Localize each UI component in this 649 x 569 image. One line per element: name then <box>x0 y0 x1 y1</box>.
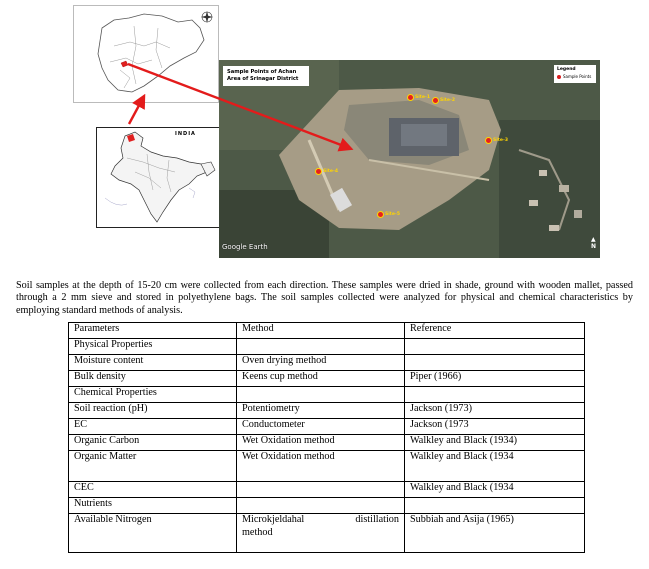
north-label: N <box>590 243 596 250</box>
table-row <box>69 419 585 435</box>
cell-method <box>237 339 405 355</box>
cell-reference: Piper (1966) <box>405 371 585 387</box>
parameters-table <box>68 322 585 553</box>
table-row <box>69 387 585 403</box>
methods-paragraph: Soil samples at the depth of 15-20 cm were collected from each direction. These samples were dried in shade, ground with wooden mallet, passed through a 2 mm sieve and stored in polyethylene bags. The soil samples collected were analyzed for physical and chemical characteristics by employing standard methods of analysis. <box>16 280 633 316</box>
study-area-figure <box>0 0 649 262</box>
method-word-3: method <box>242 526 273 538</box>
satellite-title-line1: Sample Points of Achan <box>227 69 297 75</box>
cell-parameter: Nutrients <box>69 498 237 514</box>
site-label: Site-3 <box>493 138 508 143</box>
site-label: Site-4 <box>323 169 338 174</box>
cell-parameter: Organic Matter <box>69 451 237 482</box>
cell-method: Conductometer <box>237 419 405 435</box>
table-row <box>69 482 585 498</box>
cell-parameter: CEC <box>69 482 237 498</box>
cell-reference: Jackson (1973) <box>405 403 585 419</box>
method-word-2: distillation <box>355 514 399 525</box>
cell-method: Wet Oxidation method <box>237 451 405 482</box>
legend-title: Legend <box>557 67 576 72</box>
table-row <box>69 451 585 482</box>
cell-reference <box>405 355 585 371</box>
header-parameters: Parameters <box>69 323 237 339</box>
cell-method: Keens cup method <box>237 371 405 387</box>
header-reference: Reference <box>405 323 585 339</box>
cell-parameter: EC <box>69 419 237 435</box>
table-row <box>69 498 585 514</box>
india-map-title: INDIA <box>175 131 196 137</box>
table-row <box>69 339 585 355</box>
connector-arrows <box>0 0 649 262</box>
cell-method: Potentiometry <box>237 403 405 419</box>
cell-method <box>237 498 405 514</box>
table-row <box>69 514 585 553</box>
google-earth-watermark: Google Earth <box>222 243 268 251</box>
arrow-india-to-district <box>129 98 143 124</box>
cell-reference: Subbiah and Asija (1965) <box>405 514 585 553</box>
table-header-row <box>69 323 585 339</box>
site-label: Site-5 <box>385 212 400 217</box>
cell-reference <box>405 498 585 514</box>
cell-parameter: Bulk density <box>69 371 237 387</box>
cell-method: Oven drying method <box>237 355 405 371</box>
cell-reference: Walkley and Black (1934 <box>405 482 585 498</box>
cell-parameter: Available Nitrogen <box>69 514 237 553</box>
cell-reference: Jackson (1973 <box>405 419 585 435</box>
cell-parameter: Organic Carbon <box>69 435 237 451</box>
north-arrow-icon: ▲ N <box>590 236 596 250</box>
cell-reference <box>405 339 585 355</box>
table-row <box>69 435 585 451</box>
cell-parameter: Chemical Properties <box>69 387 237 403</box>
table-row <box>69 371 585 387</box>
satellite-title-line2: Area of Srinagar District <box>227 75 299 82</box>
cell-parameter: Soil reaction (pH) <box>69 403 237 419</box>
cell-method <box>237 514 405 553</box>
cell-reference <box>405 387 585 403</box>
method-word-1: Microkjeldahal <box>242 514 305 525</box>
cell-reference: Walkley and Black (1934) <box>405 435 585 451</box>
cell-method <box>237 387 405 403</box>
site-label: Site-1 <box>415 95 430 100</box>
site-label: Site-2 <box>440 98 455 103</box>
cell-method: Wet Oxidation method <box>237 435 405 451</box>
method-first-line <box>242 514 399 527</box>
header-method: Method <box>237 323 405 339</box>
cell-reference: Walkley and Black (1934 <box>405 451 585 482</box>
legend-label: Sample Points <box>563 74 592 79</box>
cell-parameter: Moisture content <box>69 355 237 371</box>
table-row <box>69 355 585 371</box>
cell-method <box>237 482 405 498</box>
cell-parameter: Physical Properties <box>69 339 237 355</box>
arrow-district-to-satellite <box>128 64 349 148</box>
table-row <box>69 403 585 419</box>
